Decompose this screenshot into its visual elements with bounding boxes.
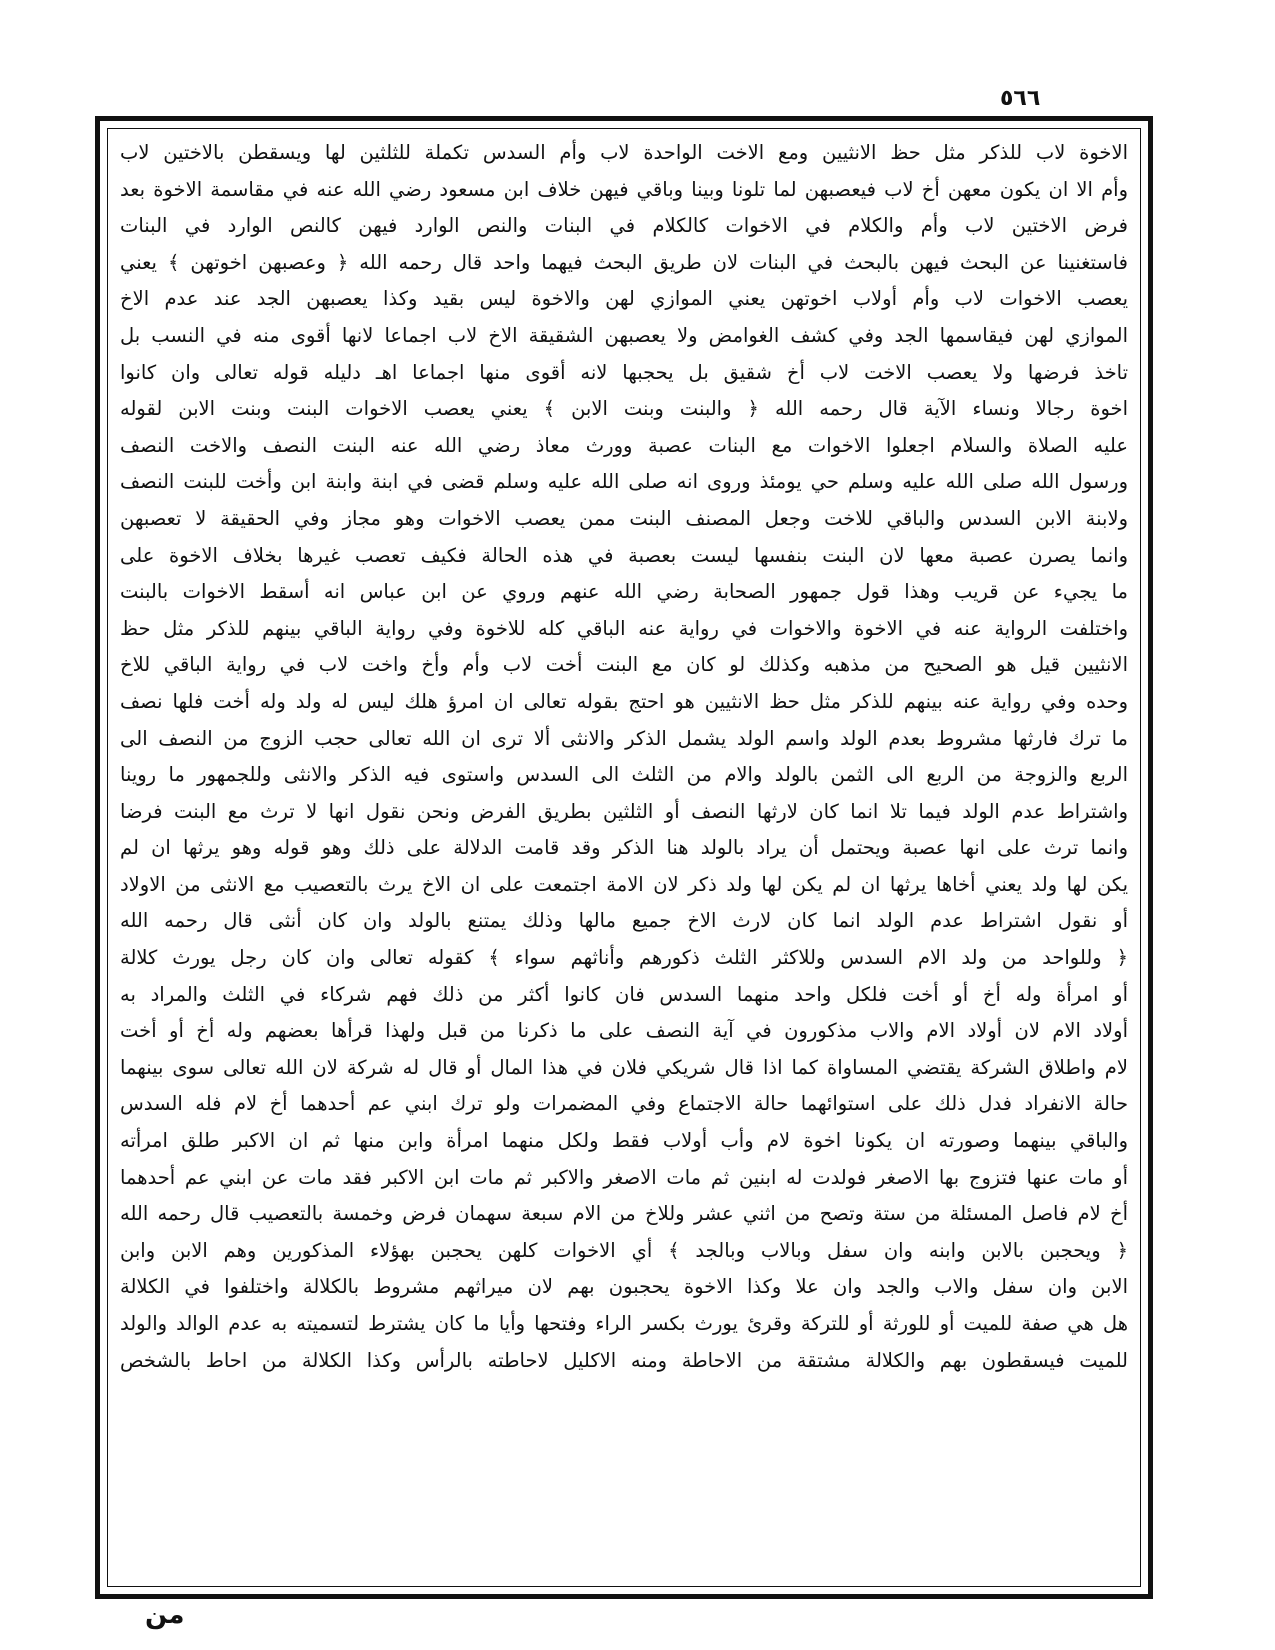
text-line: هل هي صفة للميت أو للورثة أو للتركة وقرئ يورث بكسر الراء وفتحها وأيا ما كان يشترط لتسميته به عدم الوالد والولد [120,1312,1128,1335]
text-line: الابن وان سفل والاب والجد وان علا وكذا الاخوة يحجبون بهم لان ميراثهم مشروط بالكلالة واختلفوا في الكلالة [120,1275,1128,1299]
text-line: الانثيين قيل هو الصحيح من مذهبه وكذلك لو كان مع البنت أخت لاب وأم وأخ واخت لاب في رواية الباقي للاخ [120,653,1128,677]
text-line: الاخوة لاب للذكر مثل حظ الانثيين ومع الاخت الواحدة لاب وأم السدس تكملة للثلثين لها ويسقطن بالاختين لاب [120,141,1128,164]
text-line: ولابنة الابن السدس والباقي للاخت وجعل المصنف البنت ممن يعصب الاخوات وهو مجاز وفي الحقيقة لا تعصبهن [120,506,1128,530]
text-line: وانما يصرن عصبة معها لان البنت بنفسها ليست بعصبة في هذه الحالة فكيف تعصب غيرها بخلاف الاخوة على [120,543,1128,567]
text-line: ورسول الله صلى الله عليه وسلم حي يومئذ وروى انه صلى الله عليه وسلم قضى في ابنة وابنة ابن وأخت للبنت النصف [120,470,1128,494]
text-line: أخ لام فاصل المسئلة من ستة وتصح من اثني عشر وللاخ من الام سبعة سهمان فرض وخمسة بالتعصيب قال رحمه الله [120,1202,1128,1226]
text-block [120,135,1128,1580]
text-line: يعصب الاخوات لاب وأم أولاب اخوتهن يعني الموازي لهن والاخوة ليس بقيد وكذا يعصبهن الجد عند عدم الاخ [120,287,1128,311]
text-line: يكن لها ولد يعني أخاها يرثها ان لم يكن لها ولد ذكر لان الامة اجتمعت على ان الاخ يرث بالتعصيب مع الانثى من الاولاد [120,872,1128,896]
text-line: وانما ترث على انها عصبة ويحتمل أن يراد بالولد هنا الذكر وقد قامت الدلالة على ذلك وهو قوله وهو يرثها ان لم [120,836,1128,860]
text-line: تاخذ فرضها ولا يعصب الاخت لاب أخ شقيق بل يحجبها لانه أقوى منها اجماعا اهـ دليله قوله تعالى وان كانوا [120,360,1128,384]
text-line: فرض الاختين لاب وأم والكلام في الاخوات كالكلام في البنات والنص الوارد فيهن كالنص الوارد في البنات [120,214,1128,238]
text-line: ما يجيء عن قريب وهذا قول جمهور الصحابة رضي الله عنهم وروي عن ابن عباس انه أسقط الاخوات بالبنت [120,580,1128,604]
text-line: عليه الصلاة والسلام اجعلوا الاخوات مع البنات عصبة وورث معاذ رضي الله عنه البنت النصف والاخت النصف [120,433,1128,457]
text-line: ﴿ ويحجبن بالابن وابنه وان سفل وبالاب وبالجد ﴾ أي الاخوات كلهن يحجبن بهؤلاء المذكورين وهم الابن وابن [120,1238,1128,1262]
text-line: الموازي لهن فيقاسمها الجد وفي كشف الغوامض ولا يعصبهن الشقيقة الاخ لاب اجماعا لانها أقوى منه في النسب بل [120,323,1128,347]
text-line: الربع والزوجة من الربع الى الثمن بالولد والام من الثلث الى السدس واستوى فيه الذكر والانثى وللجمهور ما روينا [120,763,1128,787]
text-line: أو امرأة وله أخ أو أخت فلكل واحد منهما السدس فان كانوا أكثر من ذلك فهم شركاء في الثلث والمراد به [120,982,1128,1006]
text-line: لام واطلاق الشركة يقتضي المساواة كما اذا قال شريكي فلان في هذا المال أو قال له شركة لان الله تعالى سوى بينهما [120,1055,1128,1079]
text-line: وأم الا ان يكون معهن أخ لاب فيعصبهن لما تلونا وبينا وباقي فيهن خلاف ابن مسعود رضي الله عنه في مقاسمة الاخوة بعد [120,177,1128,201]
text-line: واختلفت الرواية عنه في الاخوة والاخوات في رواية عنه الباقي كله للاخوة وفي رواية الباقي بينهم للذكر مثل حظ [120,616,1128,640]
text-line: فاستغنينا عن البحث فيهن بالبحث في البنات لان طريق البحث فيهما واحد قال رحمه الله ﴿ وعصبهن اخوتهن ﴾ يعني [120,250,1128,274]
text-line: واشتراط عدم الولد فيما تلا انما كان لارثها النصف أو الثلثين بطريق الفرض ونحن نقول انها لا ترث مع البنت فرضا [120,799,1128,823]
page-frame [95,116,1153,1599]
text-line: ما ترك فارثها مشروط بعدم الولد واسم الولد يشمل الذكر والانثى ألا ترى ان الله تعالى حجب الزوج من النصف الى [120,726,1128,750]
text-line: حالة الانفراد فدل ذلك على استوائهما حالة الاجتماع وفي المضمرات ولو ترك ابني عم أحدهما أخ لام فله السدس [120,1092,1128,1116]
text-line: والباقي بينهما وصورته ان يكونا اخوة لام وأب أولاب فقط ولكل منهما امرأة وابن منها ثم ان الاكبر طلق امرأته [120,1129,1128,1153]
catchword: من [145,1600,185,1630]
page-frame-inner [107,128,1141,1587]
page-number: ٥٦٦ [1000,86,1041,111]
text-line: وحده وفي رواية عنه بينهم للذكر مثل حظ الانثيين هو احتج بقوله تعالى ان امرؤ هلك ليس له ولد وله أخت فلها نصف [120,689,1128,713]
text-line: للميت فيسقطون بهم والكلالة مشتقة من الاحاطة ومنه الاكليل لاحاطته بالرأس وكذا الكلالة من احاط بالشخص [120,1348,1128,1372]
text-line: ﴿ وللواحد من ولد الام السدس وللاكثر الثلث ذكورهم وأناثهم سواء ﴾ كقوله تعالى وان كان رجل يورث كلالة [120,946,1128,970]
text-line: اخوة رجالا ونساء الآية قال رحمه الله ﴿ والبنت وبنت الابن ﴾ يعني يعصب الاخوات البنت وبنت الابن لقوله [120,397,1128,421]
text-line: أولاد الام لان أولاد الام والاب مذكورون في آية النصف على ما ذكرنا من قبل ولهذا قرأها بعضهم وله أخ أو أخت [120,1019,1128,1043]
text-line: أو مات عنها فتزوج بها الاصغر فولدت له ابنين ثم مات الاصغر والاكبر ثم مات ابن الاكبر فقد مات عن ابني عم أحدهما [120,1165,1128,1189]
text-line: أو نقول اشتراط عدم الولد انما كان لارث الاخ جميع مالها وذلك يمتنع بالولد وان كان أنثى قال رحمه الله [120,909,1128,933]
